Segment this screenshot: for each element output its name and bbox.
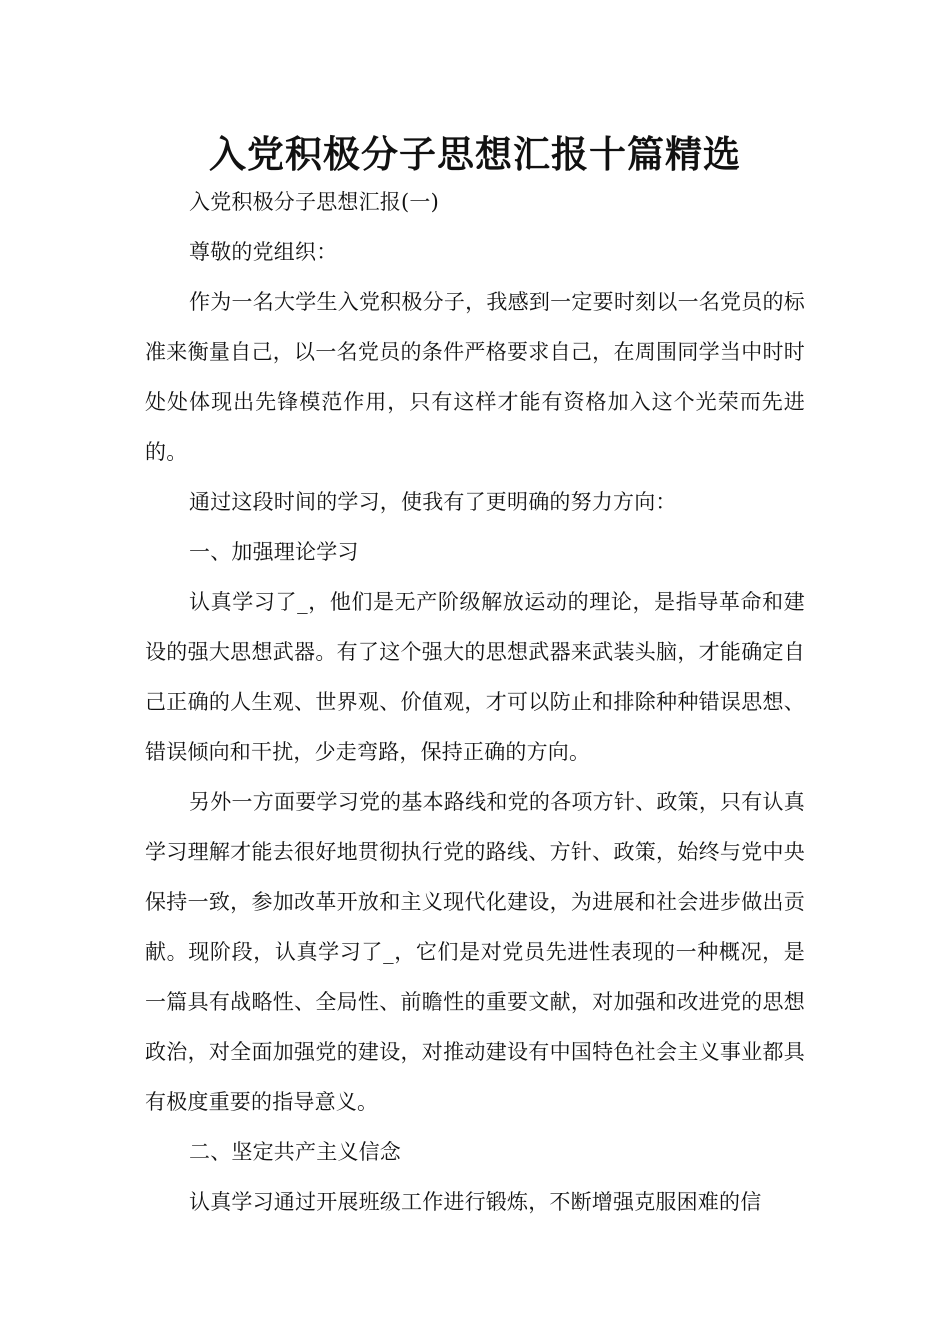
document-body	[145, 177, 805, 1227]
paragraph-belief: 认真学习通过开展班级工作进行锻炼，不断增强克服困难的信	[189, 1190, 762, 1214]
section-heading-theory-study: 一、加强理论学习	[189, 540, 359, 564]
document-title: 入党积极分子思想汇报十篇精选	[209, 132, 741, 176]
paragraph-direction: 通过这段时间的学习，使我有了更明确的努力方向：	[189, 490, 677, 514]
paragraph-party-line: 另外一方面要学习党的基本路线和党的各项方针、政策，只有认真学习理解才能去很好地贯彻执行党的路线、方针、政策，始终与党中央保持一致，参加改革开放和主义现代化建设，为进展和社会进步做出贡献。现阶段，认真学习了_，它们是对党员先进性表现的一种概况，是一篇具有战略性、全局性、前瞻性的重要文献，对加强和改进党的思想政治，对全面加强党的建设，对推动建设有中国特色社会主义事业都具有极度重要的指导意义。	[145, 790, 805, 1114]
paragraph-salutation: 尊敬的党组织：	[189, 240, 338, 264]
paragraph-heading-part-1: 入党积极分子思想汇报(一)	[189, 190, 439, 214]
paragraph-theory-study: 认真学习了_，他们是无产阶级解放运动的理论，是指导革命和建设的强大思想武器。有了这个强大的思想武器来武装头脑，才能确定自己正确的人生观、世界观、价值观，才可以防止和排除种种错误思想、错误倾向和干扰，少走弯路，保持正确的方向。	[145, 590, 805, 764]
section-heading-belief: 二、坚定共产主义信念	[189, 1140, 401, 1164]
paragraph-intro: 作为一名大学生入党积极分子，我感到一定要时刻以一名党员的标准来衡量自己，以一名党员的条件严格要求自己，在周围同学当中时时处处体现出先锋模范作用，只有这样才能有资格加入这个光荣而先进的。	[145, 290, 805, 464]
